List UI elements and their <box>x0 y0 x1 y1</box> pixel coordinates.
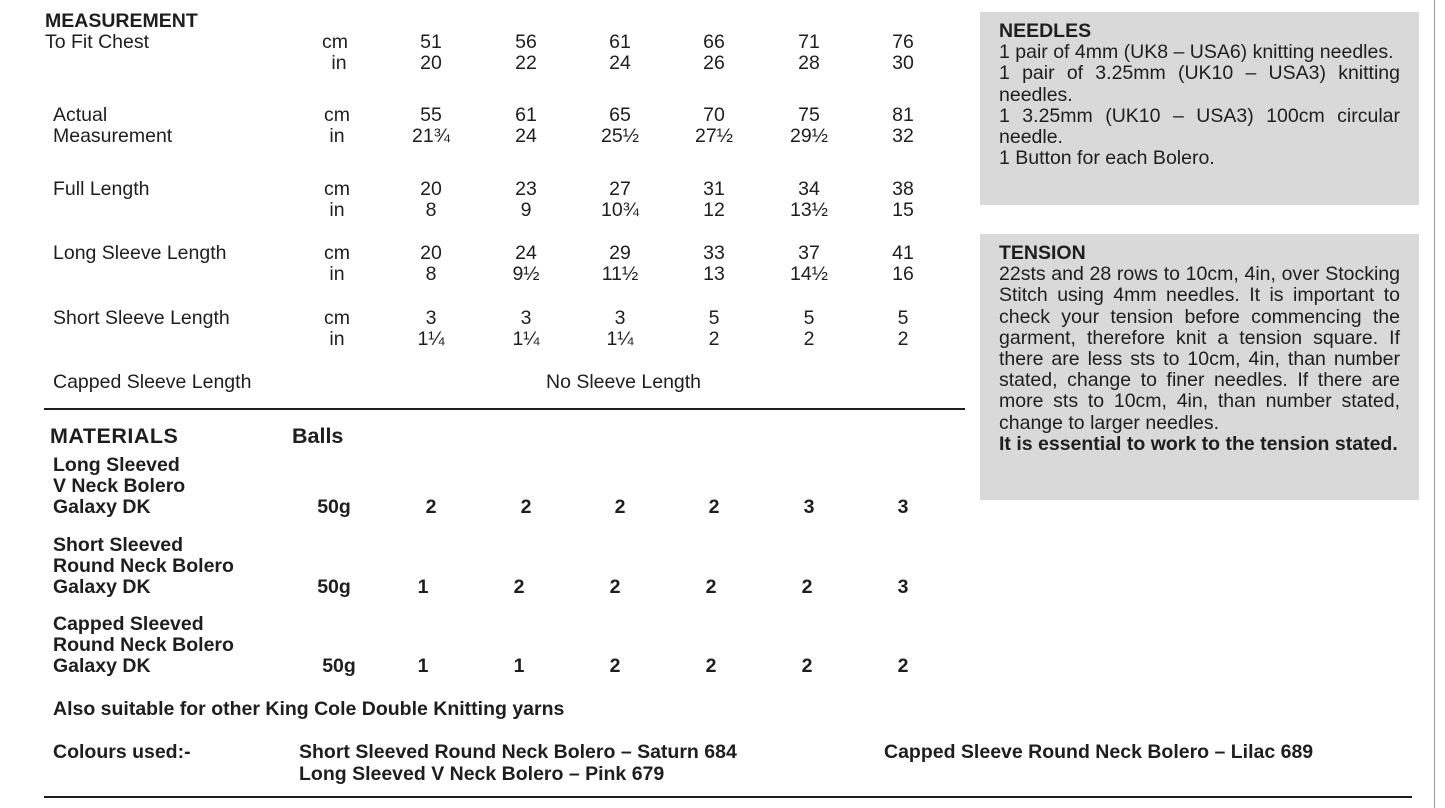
needles-heading: NEEDLES <box>999 20 1092 42</box>
in-value: 27½ <box>695 125 733 147</box>
in-value: 10¾ <box>601 199 639 221</box>
row-label: Full Length <box>53 178 150 200</box>
balls-label: Balls <box>292 424 344 448</box>
cm-value: 38 <box>892 178 914 200</box>
balls-value: 2 <box>708 496 720 518</box>
in-value: 13 <box>703 263 725 285</box>
unit-label: cm <box>322 31 348 53</box>
measurement-heading: MEASUREMENT <box>45 10 198 32</box>
row-label: Short Sleeve Length <box>53 307 230 329</box>
needles-line-4: 1 Button for each Bolero. <box>999 147 1215 170</box>
cm-value: 66 <box>703 31 725 53</box>
balls-value: 2 <box>705 576 717 598</box>
cm-value: 61 <box>609 31 631 53</box>
unit-label: cm <box>324 104 350 126</box>
tension-body: 22sts and 28 rows to 10cm, 4in, over Stocking Stitch using 4mm needles. It is important to check your tension before commencing the garment, therefore knit a tension square. If there are less sts to 10cm, 4in, than number stated, change to finer needles. If there are more sts to 10cm, 4in, than number stated, change to larger needles. <box>999 263 1400 434</box>
cm-value: 65 <box>609 104 631 126</box>
yarn-weight: 50g <box>317 576 351 598</box>
cm-value: 76 <box>892 31 914 53</box>
in-value: 15 <box>892 199 914 221</box>
yarn-weight: 50g <box>317 496 351 518</box>
in-value: 25½ <box>601 125 639 147</box>
cm-value: 81 <box>892 104 914 126</box>
unit-label: cm <box>324 178 350 200</box>
in-value: 9½ <box>512 263 540 285</box>
colour-capped-sleeve: Capped Sleeve Round Neck Bolero – Lilac 689 <box>884 741 1314 763</box>
in-value: 24 <box>609 52 631 74</box>
unit-label: in <box>331 52 347 74</box>
cm-value: 37 <box>798 242 820 264</box>
cm-value: 3 <box>520 307 532 329</box>
in-value: 8 <box>425 263 437 285</box>
cm-value: 24 <box>515 242 537 264</box>
unit-label: in <box>329 263 345 285</box>
in-value: 21¾ <box>412 125 450 147</box>
cm-value: 5 <box>708 307 720 329</box>
colours-used-label: Colours used:- <box>53 741 191 763</box>
in-value: 2 <box>803 328 815 350</box>
cm-value: 61 <box>515 104 537 126</box>
yarn-name: V Neck Bolero <box>53 475 186 497</box>
unit-label: cm <box>324 307 350 329</box>
yarn-name: Short Sleeved <box>53 534 184 556</box>
balls-value: 3 <box>897 496 909 518</box>
capped-sleeve-label: Capped Sleeve Length <box>53 371 252 393</box>
yarn-name: Capped Sleeved <box>53 613 204 635</box>
yarn-name: Round Neck Bolero <box>53 555 234 577</box>
balls-value: 3 <box>803 496 815 518</box>
unit-label: in <box>329 125 345 147</box>
balls-value: 2 <box>801 576 813 598</box>
cm-value: 51 <box>420 31 442 53</box>
in-value: 11½ <box>601 263 639 285</box>
row-label: Actual <box>53 104 108 126</box>
cm-value: 29 <box>609 242 631 264</box>
balls-value: 2 <box>609 576 621 598</box>
balls-value: 2 <box>425 496 437 518</box>
in-value: 1¼ <box>512 328 540 350</box>
in-value: 20 <box>420 52 442 74</box>
balls-value: 2 <box>614 496 626 518</box>
in-value: 30 <box>892 52 914 74</box>
in-value: 2 <box>897 328 909 350</box>
capped-sleeve-value: No Sleeve Length <box>546 371 702 393</box>
needles-line-2: 1 pair of 3.25mm (UK10 – USA3) knitting needles. <box>999 62 1400 106</box>
row-label: To Fit Chest <box>45 31 150 53</box>
in-value: 14½ <box>790 263 828 285</box>
also-suitable-note: Also suitable for other King Cole Double Knitting yarns <box>53 698 565 720</box>
balls-value: 3 <box>897 576 909 598</box>
yarn-name: Galaxy DK <box>53 576 151 598</box>
cm-value: 34 <box>798 178 820 200</box>
cm-value: 55 <box>420 104 442 126</box>
balls-value: 2 <box>513 576 525 598</box>
cm-value: 71 <box>798 31 820 53</box>
materials-heading: MATERIALS <box>50 424 179 448</box>
in-value: 2 <box>708 328 720 350</box>
in-value: 12 <box>703 199 725 221</box>
in-value: 28 <box>798 52 820 74</box>
tension-heading: TENSION <box>999 242 1086 264</box>
cm-value: 3 <box>425 307 437 329</box>
unit-label: in <box>329 199 345 221</box>
yarn-name: Long Sleeved <box>53 454 180 476</box>
balls-value: 2 <box>609 655 621 677</box>
in-value: 1¼ <box>417 328 445 350</box>
tension-emphasis: It is essential to work to the tension stated. <box>999 432 1398 455</box>
balls-value: 2 <box>801 655 813 677</box>
in-value: 32 <box>892 125 914 147</box>
cm-value: 27 <box>609 178 631 200</box>
in-value: 13½ <box>790 199 828 221</box>
balls-value: 2 <box>897 655 909 677</box>
cm-value: 70 <box>703 104 725 126</box>
balls-value: 1 <box>417 576 429 598</box>
colour-short-sleeved: Short Sleeved Round Neck Bolero – Saturn 684 <box>299 741 737 763</box>
yarn-name: Galaxy DK <box>53 496 151 518</box>
tension-text <box>999 243 1400 455</box>
needles-text <box>999 21 1400 169</box>
needles-line-1: 1 pair of 4mm (UK8 – USA6) knitting needles. <box>999 41 1394 64</box>
section-divider <box>44 408 965 410</box>
yarn-name: Round Neck Bolero <box>53 634 234 656</box>
in-value: 16 <box>892 263 914 285</box>
cm-value: 33 <box>703 242 725 264</box>
page-edge-line <box>1434 0 1435 808</box>
colour-long-sleeved: Long Sleeved V Neck Bolero – Pink 679 <box>299 763 665 785</box>
balls-value: 1 <box>513 655 525 677</box>
unit-label: cm <box>324 242 350 264</box>
cm-value: 3 <box>614 307 626 329</box>
cm-value: 5 <box>803 307 815 329</box>
in-value: 24 <box>515 125 537 147</box>
cm-value: 75 <box>798 104 820 126</box>
balls-value: 1 <box>417 655 429 677</box>
cm-value: 31 <box>703 178 725 200</box>
bottom-rule <box>44 796 1412 798</box>
in-value: 9 <box>520 199 532 221</box>
cm-value: 5 <box>897 307 909 329</box>
cm-value: 56 <box>515 31 537 53</box>
balls-value: 2 <box>520 496 532 518</box>
cm-value: 20 <box>420 178 442 200</box>
cm-value: 20 <box>420 242 442 264</box>
in-value: 8 <box>425 199 437 221</box>
yarn-weight: 50g <box>322 655 356 677</box>
needles-line-3: 1 3.25mm (UK10 – USA3) 100cm circular needle. <box>999 104 1400 149</box>
in-value: 26 <box>703 52 725 74</box>
in-value: 1¼ <box>606 328 634 350</box>
cm-value: 41 <box>892 242 914 264</box>
cm-value: 23 <box>515 178 537 200</box>
balls-value: 2 <box>705 655 717 677</box>
row-label: Measurement <box>53 125 173 147</box>
row-label: Long Sleeve Length <box>53 242 227 264</box>
unit-label: in <box>329 328 345 350</box>
in-value: 29½ <box>790 125 828 147</box>
yarn-name: Galaxy DK <box>53 655 151 677</box>
in-value: 22 <box>515 52 537 74</box>
